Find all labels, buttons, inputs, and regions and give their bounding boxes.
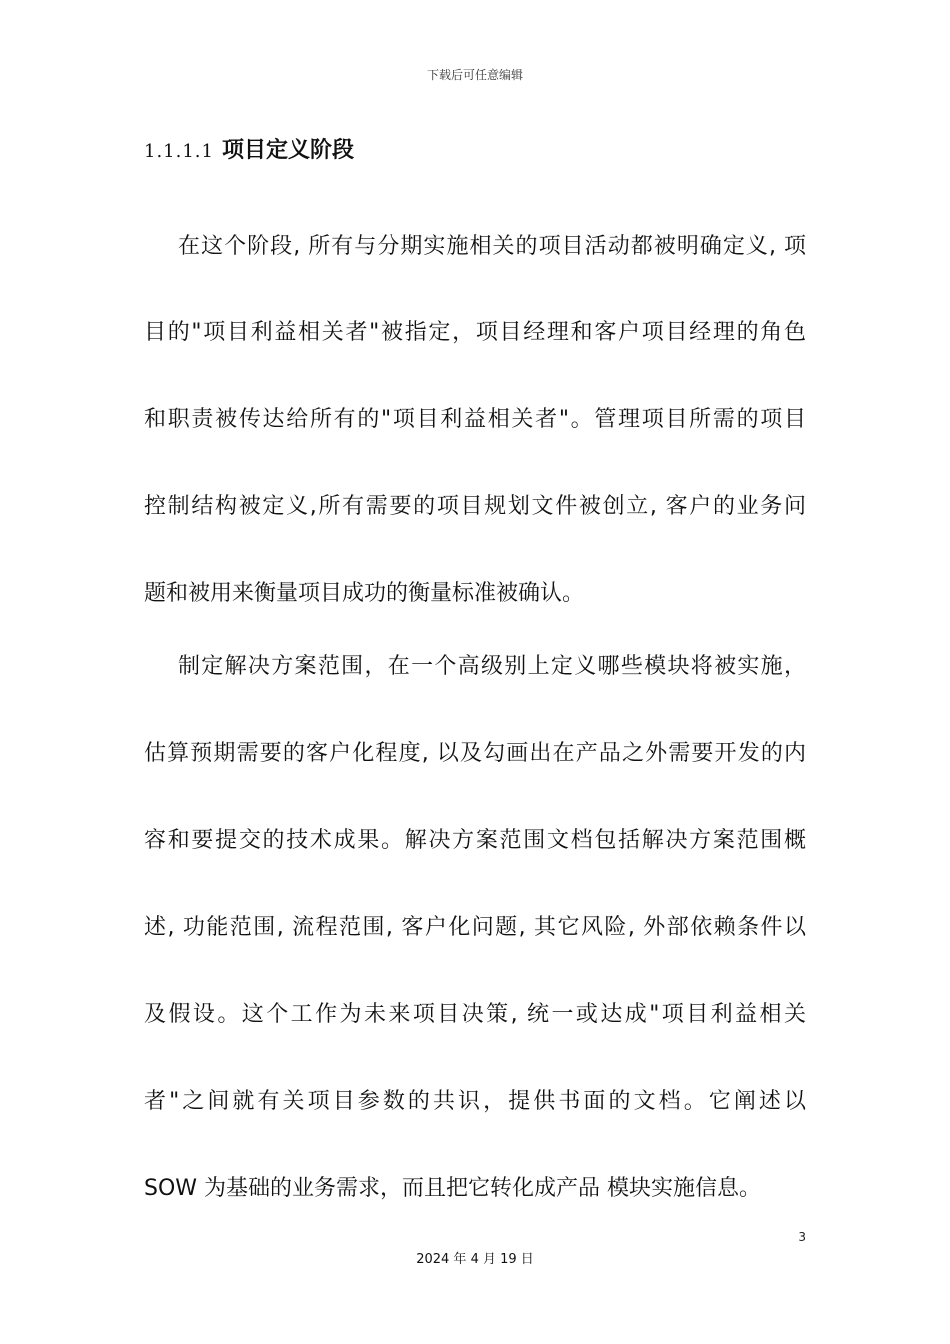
paragraph-2-line-6: 者"之间就有关项目参数的共识，提供书面的文档。它阐述以 bbox=[144, 1089, 806, 1114]
paragraph-2-line-1: 制定解决方案范围，在一个高级别上定义哪些模块将被实施， bbox=[178, 654, 806, 679]
section-title: 项目定义阶段 bbox=[221, 138, 354, 163]
section-heading bbox=[144, 136, 354, 167]
paragraph-1-line-2: 目的"项目利益相关者"被指定，项目经理和客户项目经理的角色 bbox=[144, 320, 806, 345]
paragraph-2-line-2: 估算预期需要的客户化程度, 以及勾画出在产品之外需要开发的内 bbox=[144, 741, 806, 766]
paragraph-2-line-3: 容和要提交的技术成果。解决方案范围文档包括解决方案范围概 bbox=[144, 828, 806, 853]
paragraph-1-line-5: 题和被用来衡量项目成功的衡量标准被确认。 bbox=[144, 581, 585, 606]
section-number: 1.1.1.1 bbox=[144, 141, 214, 162]
paragraph-1-line-1: 在这个阶段, 所有与分期实施相关的项目活动都被明确定义, 项 bbox=[178, 234, 806, 259]
header-note: 下载后可任意编辑 bbox=[426, 68, 523, 82]
footer-date: 2024 年 4 月 19 日 bbox=[416, 1252, 534, 1267]
paragraph-2-line-4: 述, 功能范围, 流程范围, 客户化问题, 其它风险, 外部依赖条件以 bbox=[144, 915, 806, 940]
paragraph-2-line-5: 及假设。这个工作为未来项目决策, 统一或达成"项目利益相关 bbox=[144, 1002, 806, 1027]
paragraph-2-line-7: SOW 为基础的业务需求，而且把它转化成产品 模块实施信息。 bbox=[144, 1176, 762, 1201]
page-number: 3 bbox=[798, 1230, 806, 1244]
paragraph-1-line-4: 控制结构被定义,所有需要的项目规划文件被创立, 客户的业务问 bbox=[144, 494, 806, 519]
paragraph-1-line-3: 和职责被传达给所有的"项目利益相关者"。管理项目所需的项目 bbox=[144, 407, 806, 432]
